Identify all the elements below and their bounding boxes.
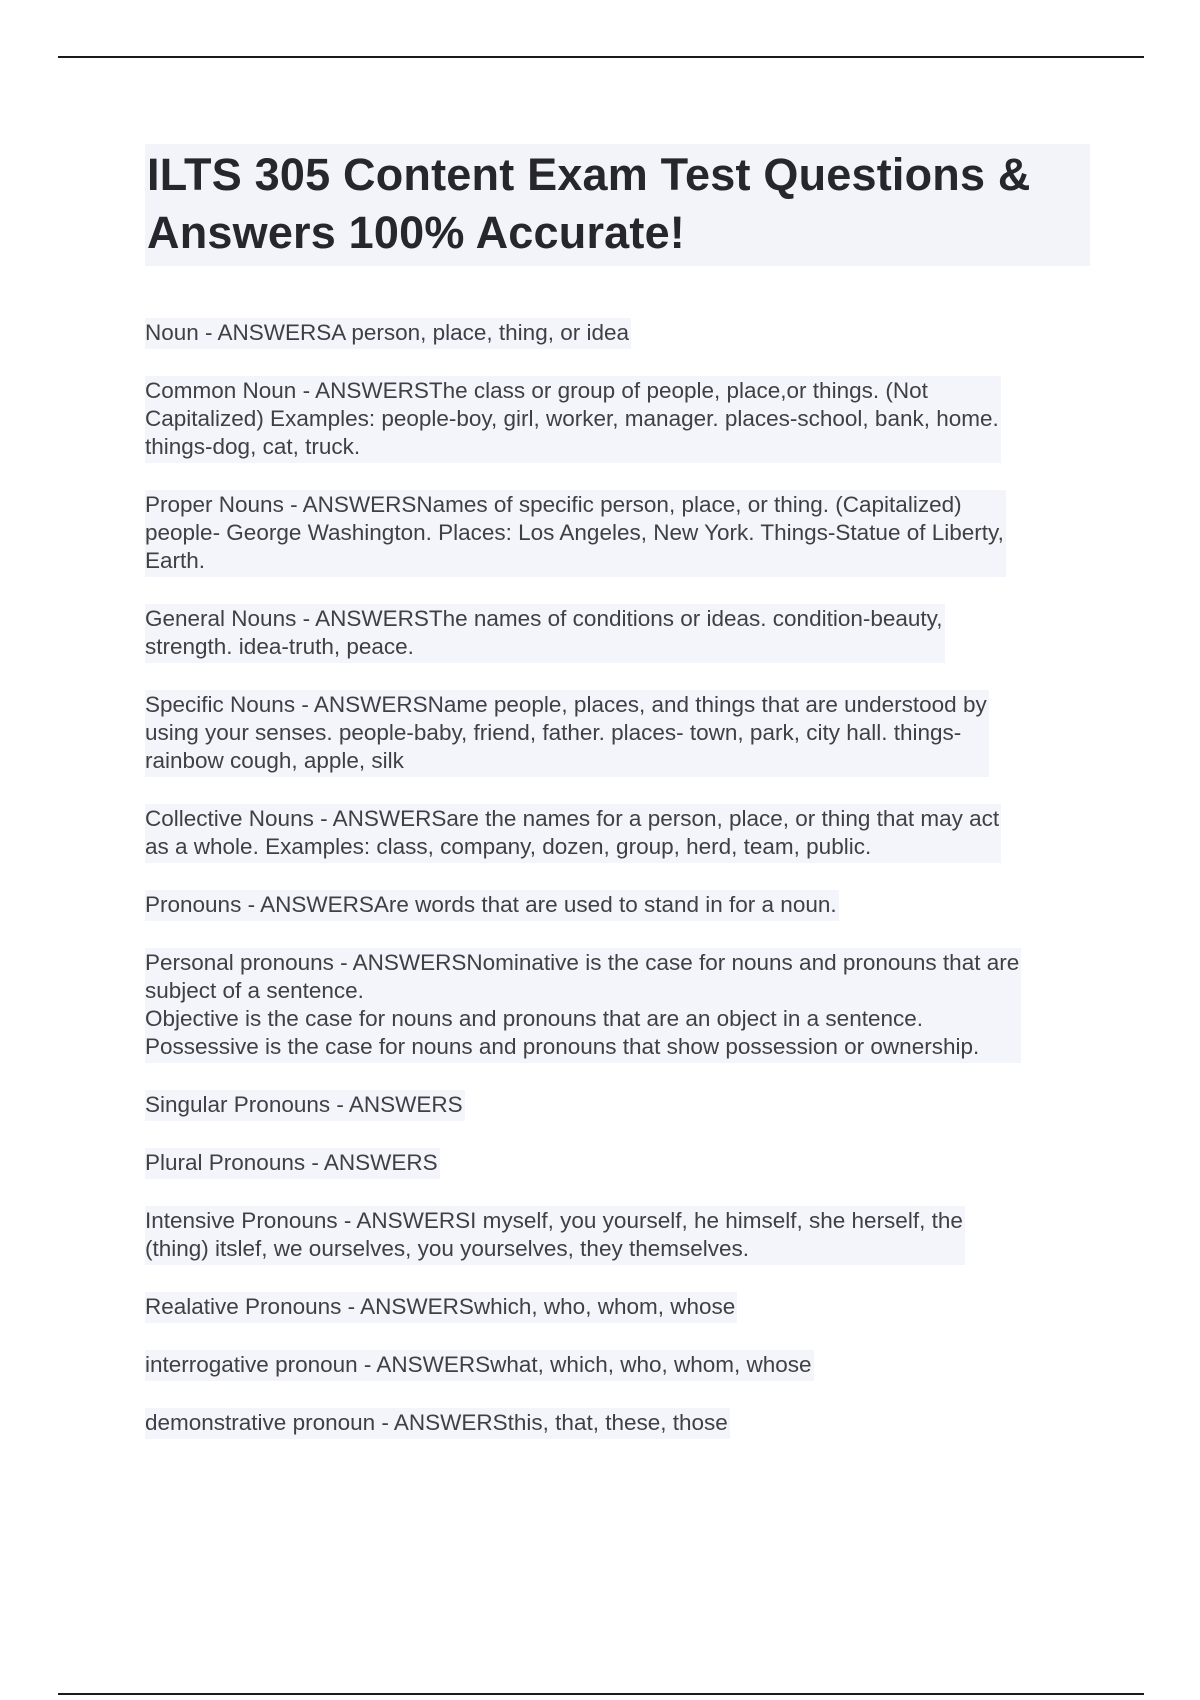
qa-entry: General Nouns - ANSWERSThe names of conditions or ideas. condition-beauty, strength. idea-truth, peace. (145, 604, 945, 663)
qa-entry: Noun - ANSWERSA person, place, thing, or idea (145, 318, 631, 349)
page-title: ILTS 305 Content Exam Test Questions & Answers 100% Accurate! (147, 149, 1031, 258)
qa-entry: Collective Nouns - ANSWERSare the names for a person, place, or thing that may act as a whole. Examples: class, company, dozen, group, herd, team, public. (145, 804, 1001, 863)
qa-entry: demonstrative pronoun - ANSWERSthis, that, these, those (145, 1408, 730, 1439)
qa-entry: Specific Nouns - ANSWERSName people, places, and things that are understood by using your senses. people-baby, friend, father. places- town, park, city hall. things- rainbow cough, apple, silk (145, 690, 989, 777)
qa-entry: Intensive Pronouns - ANSWERSI myself, you yourself, he himself, she herself, the (thing) itslef, we ourselves, you yourselves, they themselves. (145, 1206, 965, 1265)
qa-entry: Singular Pronouns - ANSWERS (145, 1090, 465, 1121)
bottom-rule (58, 1693, 1144, 1695)
qa-entry: Proper Nouns - ANSWERSNames of specific person, place, or thing. (Capitalized) people- George Washington. Places: Los Angeles, New York. Things-Statue of Liberty, Earth. (145, 490, 1006, 577)
qa-entry: Common Noun - ANSWERSThe class or group of people, place,or things. (Not Capitalized) Examples: people-boy, girl, worker, manager. places-school, bank, home. things-dog, cat, truck. (145, 376, 1001, 463)
document-body (145, 144, 1090, 1466)
qa-entry: interrogative pronoun - ANSWERSwhat, which, who, whom, whose (145, 1350, 814, 1381)
title-block (145, 144, 1090, 266)
qa-entry: Personal pronouns - ANSWERSNominative is the case for nouns and pronouns that are subject of a sentence. Objective is the case for nouns and pronouns that are an object in a sentence. Possessive is the case for nouns and pronouns that show possession or ownership. (145, 948, 1021, 1063)
qa-entry: Plural Pronouns - ANSWERS (145, 1148, 440, 1179)
top-rule (58, 56, 1144, 58)
qa-entry: Realative Pronouns - ANSWERSwhich, who, whom, whose (145, 1292, 737, 1323)
qa-entry: Pronouns - ANSWERSAre words that are used to stand in for a noun. (145, 890, 839, 921)
